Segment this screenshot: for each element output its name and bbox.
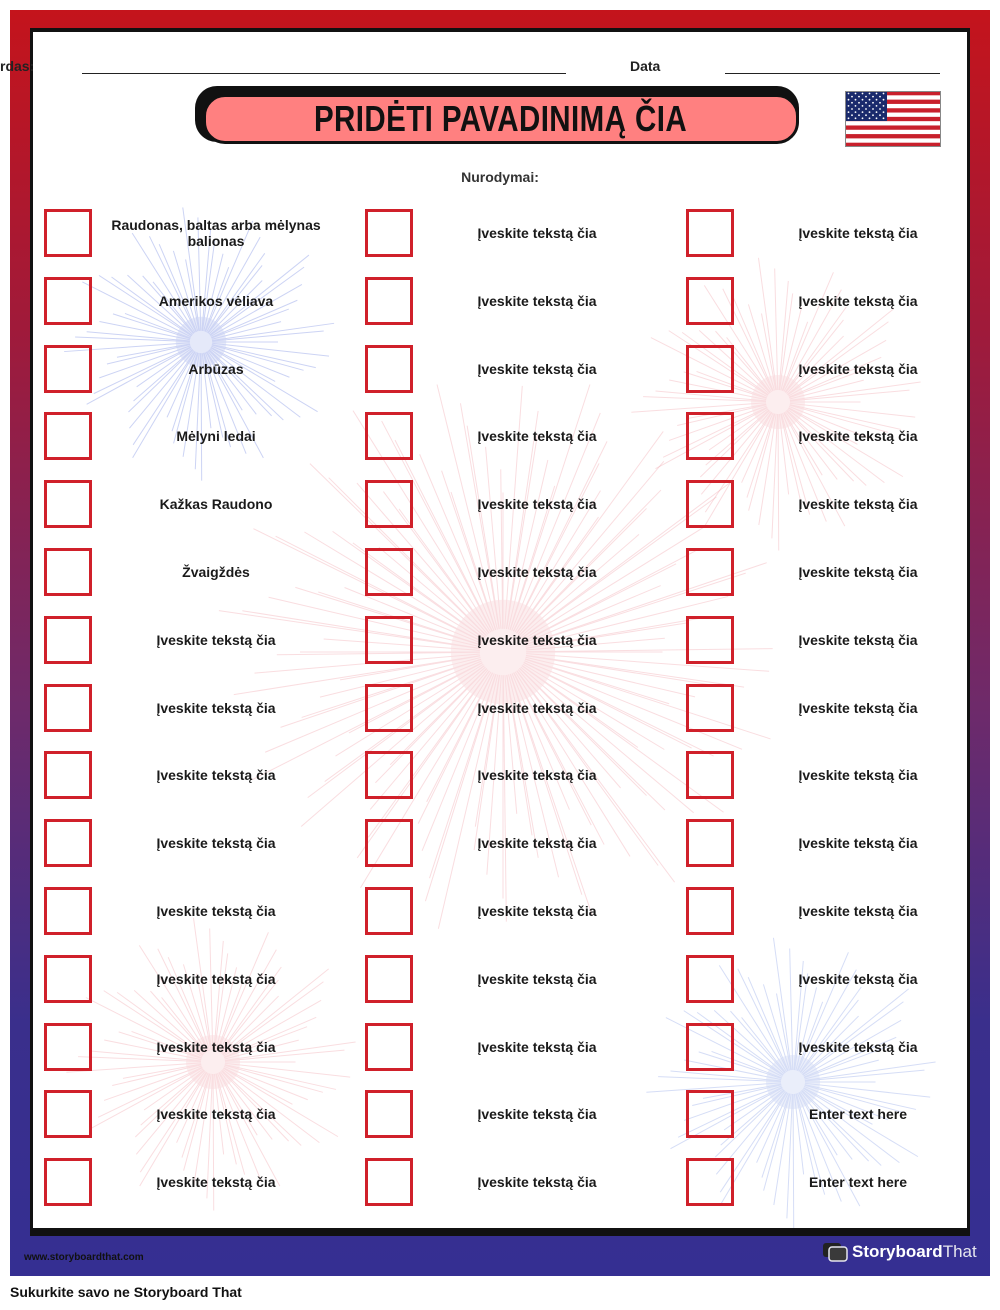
checklist-item-label[interactable]: Įveskite tekstą čia <box>477 361 597 377</box>
checklist-item-label[interactable]: Įveskite tekstą čia <box>798 1039 918 1055</box>
checklist-item-label[interactable]: Enter text here <box>808 1106 908 1122</box>
checklist-item <box>365 345 665 393</box>
date-line[interactable] <box>725 73 940 74</box>
checkbox[interactable] <box>365 345 413 393</box>
checklist-item <box>44 209 344 257</box>
checklist-item-label[interactable]: Įveskite tekstą čia <box>477 1174 597 1190</box>
storyboardthat-logo[interactable] <box>822 1240 977 1264</box>
checklist-item <box>44 751 344 799</box>
checklist-item-label[interactable]: Įveskite tekstą čia <box>477 1106 597 1122</box>
checklist-item <box>686 684 986 732</box>
checklist-item <box>686 412 986 460</box>
checkbox[interactable] <box>365 277 413 325</box>
storyboardthat-logo-icon <box>822 1242 848 1262</box>
checklist-item <box>686 345 986 393</box>
checklist-item <box>686 1023 986 1071</box>
checkbox[interactable] <box>686 345 734 393</box>
checklist-item-label[interactable]: Įveskite tekstą čia <box>477 564 597 580</box>
brand-name-part1: Storyboard <box>852 1242 943 1261</box>
checklist-item-label[interactable]: Įveskite tekstą čia <box>156 700 276 716</box>
checklist-item <box>686 209 986 257</box>
page-caption: Sukurkite savo ne Storyboard That <box>10 1284 242 1300</box>
checklist-item-label[interactable]: Įveskite tekstą čia <box>156 1174 276 1190</box>
checkbox[interactable] <box>686 480 734 528</box>
checklist-item-label[interactable]: Įveskite tekstą čia <box>798 835 918 851</box>
checklist-item <box>686 819 986 867</box>
checklist-item <box>365 1090 665 1138</box>
checkbox[interactable] <box>44 1090 92 1138</box>
checklist-item-label[interactable]: Žvaigždės <box>182 564 250 580</box>
checklist-item <box>44 480 344 528</box>
checkbox[interactable] <box>686 751 734 799</box>
checklist-item <box>686 548 986 596</box>
checklist-item-label[interactable]: Įveskite tekstą čia <box>798 971 918 987</box>
checkbox[interactable] <box>686 1158 734 1206</box>
checkbox[interactable] <box>44 616 92 664</box>
checkbox[interactable] <box>44 412 92 460</box>
instructions-label: Nurodymai: <box>461 169 539 185</box>
checkbox[interactable] <box>365 1158 413 1206</box>
checklist-item <box>44 887 344 935</box>
checklist-item-label[interactable]: Įveskite tekstą čia <box>156 835 276 851</box>
checklist-item <box>365 209 665 257</box>
checkbox[interactable] <box>44 209 92 257</box>
checklist-item <box>44 684 344 732</box>
checklist-item <box>365 819 665 867</box>
checkbox[interactable] <box>44 1158 92 1206</box>
checklist-item-label[interactable]: Įveskite tekstą čia <box>156 971 276 987</box>
checkbox[interactable] <box>44 955 92 1003</box>
checkbox[interactable] <box>686 684 734 732</box>
checkbox[interactable] <box>365 412 413 460</box>
checkbox[interactable] <box>365 480 413 528</box>
checklist-item-label[interactable]: Arbūzas <box>188 361 244 377</box>
title-banner[interactable] <box>203 94 799 144</box>
checklist-item <box>365 412 665 460</box>
checklist-item <box>365 1023 665 1071</box>
checklist-item <box>44 277 344 325</box>
checklist-item-label[interactable]: Įveskite tekstą čia <box>477 293 597 309</box>
checklist-item-label[interactable]: Įveskite tekstą čia <box>798 428 918 444</box>
checklist-item-label[interactable]: Įveskite tekstą čia <box>477 903 597 919</box>
checklist-item-label[interactable]: Įveskite tekstą čia <box>798 632 918 648</box>
checklist-item-label[interactable]: Įveskite tekstą čia <box>798 361 918 377</box>
name-label: rdas: <box>0 58 35 74</box>
checkbox[interactable] <box>365 684 413 732</box>
checkbox[interactable] <box>44 819 92 867</box>
checkbox[interactable] <box>365 548 413 596</box>
checklist-item-label[interactable]: Įveskite tekstą čia <box>477 1039 597 1055</box>
checklist-item <box>44 819 344 867</box>
checklist-item-label[interactable]: Įveskite tekstą čia <box>477 632 597 648</box>
checkbox[interactable] <box>44 887 92 935</box>
checkbox[interactable] <box>686 412 734 460</box>
checklist-item-label[interactable]: Įveskite tekstą čia <box>477 225 597 241</box>
checklist-item <box>365 480 665 528</box>
checklist-item-label[interactable]: Įveskite tekstą čia <box>156 903 276 919</box>
checklist-item-label[interactable]: Kažkas Raudono <box>159 496 273 512</box>
checklist-item-label[interactable]: Įveskite tekstą čia <box>798 767 918 783</box>
checklist-item-label[interactable]: Įveskite tekstą čia <box>477 767 597 783</box>
checklist-item-label[interactable]: Amerikos vėliava <box>158 293 274 309</box>
checklist-item <box>365 751 665 799</box>
checklist-item <box>365 616 665 664</box>
checkbox[interactable] <box>686 548 734 596</box>
checklist-item-label[interactable]: Įveskite tekstą čia <box>156 1106 276 1122</box>
checkbox[interactable] <box>365 1023 413 1071</box>
checklist-item <box>686 616 986 664</box>
worksheet-title: PRIDĖTI PAVADINIMĄ ČIA <box>314 98 688 139</box>
checklist-item-label[interactable]: Įveskite tekstą čia <box>798 225 918 241</box>
checkbox[interactable] <box>44 345 92 393</box>
checklist-item-label[interactable]: Įveskite tekstą čia <box>477 835 597 851</box>
date-label: Data <box>630 58 661 74</box>
checklist-item <box>44 1158 344 1206</box>
checklist-item-label[interactable]: Įveskite tekstą čia <box>156 767 276 783</box>
checklist-item <box>686 751 986 799</box>
checklist-item-label[interactable]: Įveskite tekstą čia <box>477 971 597 987</box>
checkbox[interactable] <box>44 684 92 732</box>
checklist-item-label[interactable]: Įveskite tekstą čia <box>798 700 918 716</box>
checklist-item-label[interactable]: Įveskite tekstą čia <box>798 496 918 512</box>
checklist-item-label[interactable]: Enter text here <box>808 1174 908 1190</box>
checklist-item-label[interactable]: Įveskite tekstą čia <box>798 293 918 309</box>
checklist-item <box>686 1090 986 1138</box>
checkbox[interactable] <box>365 209 413 257</box>
checklist-item <box>686 1158 986 1206</box>
checklist-item <box>44 1090 344 1138</box>
checkbox[interactable] <box>44 751 92 799</box>
checkbox[interactable] <box>686 1023 734 1071</box>
checklist-item-label[interactable]: Įveskite tekstą čia <box>477 496 597 512</box>
checklist-item <box>686 887 986 935</box>
checklist-item-label[interactable]: Įveskite tekstą čia <box>477 700 597 716</box>
checklist-item-label[interactable]: Įveskite tekstą čia <box>798 564 918 580</box>
checkbox[interactable] <box>365 751 413 799</box>
checkbox[interactable] <box>44 1023 92 1071</box>
checkbox[interactable] <box>686 887 734 935</box>
checkbox[interactable] <box>44 277 92 325</box>
checklist-item <box>365 277 665 325</box>
checklist-item <box>365 1158 665 1206</box>
checklist-item <box>44 548 344 596</box>
footer-url[interactable]: www.storyboardthat.com <box>24 1252 144 1263</box>
checklist-item-label[interactable]: Įveskite tekstą čia <box>477 428 597 444</box>
checkbox[interactable] <box>686 819 734 867</box>
name-line[interactable] <box>82 73 566 74</box>
checklist-item <box>686 277 986 325</box>
checklist-item <box>44 412 344 460</box>
checkbox[interactable] <box>44 480 92 528</box>
checkbox[interactable] <box>686 1090 734 1138</box>
checklist-item-label[interactable]: Raudonas, baltas arba mėlynas balionas <box>111 217 321 249</box>
checklist-item <box>365 684 665 732</box>
checkbox[interactable] <box>686 955 734 1003</box>
checkbox[interactable] <box>365 819 413 867</box>
checklist-item <box>365 548 665 596</box>
checklist-item <box>44 345 344 393</box>
checklist-item <box>686 955 986 1003</box>
checklist-item <box>686 480 986 528</box>
checkbox[interactable] <box>365 616 413 664</box>
checkbox[interactable] <box>44 548 92 596</box>
brand-name-part2: That <box>942 1242 977 1261</box>
checklist-item-label[interactable]: Įveskite tekstą čia <box>156 1039 276 1055</box>
checkbox[interactable] <box>686 277 734 325</box>
checkbox[interactable] <box>365 955 413 1003</box>
checklist-item-label[interactable]: Įveskite tekstą čia <box>798 903 918 919</box>
checkbox[interactable] <box>686 209 734 257</box>
checklist-item-label[interactable]: Įveskite tekstą čia <box>156 632 276 648</box>
checkbox[interactable] <box>365 887 413 935</box>
checklist-item <box>365 955 665 1003</box>
checkbox[interactable] <box>365 1090 413 1138</box>
checklist-item-label[interactable]: Mėlyni ledai <box>176 428 256 444</box>
checkbox[interactable] <box>686 616 734 664</box>
checklist-item <box>44 955 344 1003</box>
checklist-item <box>365 887 665 935</box>
us-flag-icon <box>845 91 941 147</box>
checklist-item <box>44 1023 344 1071</box>
checklist-item <box>44 616 344 664</box>
